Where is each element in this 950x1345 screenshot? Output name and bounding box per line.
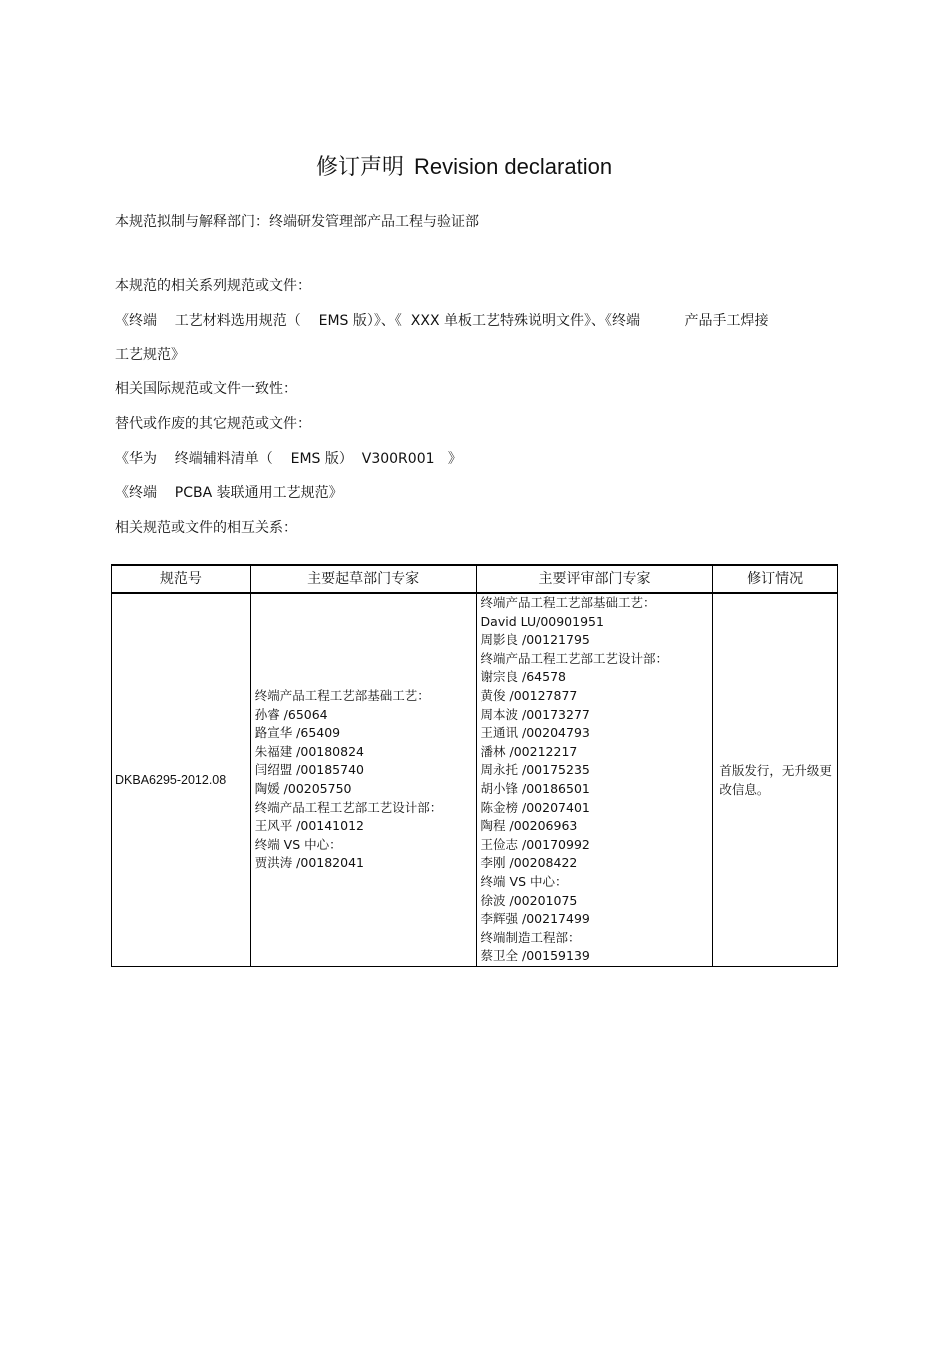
reviewer-entry: 蔡卫全 /00159139	[480, 948, 590, 964]
relationship-heading: 相关规范或文件的相互关系：	[115, 520, 297, 536]
drafter-entry: 孙睿 /65064	[254, 706, 328, 722]
table-row	[112, 593, 838, 966]
replaced-doc-2: 《终端 PCBA 装联通用工艺规范》	[115, 485, 343, 501]
related-series-heading: 本规范的相关系列规范或文件：	[115, 278, 311, 294]
reviewer-entry: 终端产品工程工艺部基础工艺：	[480, 595, 656, 610]
header-status: 修订情况	[713, 565, 838, 593]
replaced-doc-1: 《华为 终端辅料清单（ EMS 版） V300R001 》	[115, 451, 462, 467]
reviewer-entry: 终端制造工程部：	[480, 929, 581, 945]
reviewer-entry: 徐波 /00201075	[480, 892, 578, 908]
reviewer-entry: 王俭志 /00170992	[480, 836, 590, 852]
table-header-row	[112, 565, 838, 593]
reviewer-entry: 李辉强 /00217499	[480, 911, 590, 927]
reviewer-entry: 陈金榜 /00207401	[480, 799, 590, 815]
reviewer-entry: 陶程 /00206963	[480, 818, 578, 834]
title-zh: 修订声明	[315, 155, 404, 180]
reviewers-cell	[476, 593, 713, 966]
reviewer-entry: 李刚 /00208422	[480, 855, 578, 871]
intl-consistency-heading: 相关国际规范或文件一致性：	[115, 381, 297, 397]
drafter-entry: 终端 VS 中心：	[254, 836, 342, 852]
drafter-entry: 王风平 /00141012	[254, 818, 364, 834]
header-drafters: 主要起草部门专家	[250, 565, 476, 593]
reviewer-entry: 终端产品工程工艺部工艺设计部：	[480, 650, 669, 666]
reviewer-entry: 王通讯 /00204793	[480, 725, 590, 741]
header-spec-no: 规范号	[112, 565, 251, 593]
replaced-heading: 替代或作废的其它规范或文件：	[115, 416, 311, 432]
dept-statement: 本规范拟制与解释部门：终端研发管理部产品工程与验证部	[115, 214, 479, 230]
status-cell: 首版发行，无升级更改信息。	[713, 593, 838, 966]
reviewer-entry: 周永托 /00175235	[480, 762, 590, 778]
reviewer-entry: 谢宗良 /64578	[480, 669, 566, 685]
drafter-entry: 终端产品工程工艺部工艺设计部：	[254, 799, 443, 815]
drafter-entry: 朱福建 /00180824	[254, 743, 364, 759]
drafter-entry: 贾洪涛 /00182041	[254, 855, 364, 871]
header-reviewers: 主要评审部门专家	[476, 565, 713, 593]
reviewer-entry: 潘林 /00212217	[480, 743, 578, 759]
reviewer-entry: 终端 VS 中心：	[480, 873, 568, 889]
drafter-entry: 终端产品工程工艺部基础工艺：	[254, 687, 430, 703]
reviewer-entry: 胡小锋 /00186501	[480, 780, 590, 796]
title-en: Revision declaration	[413, 154, 613, 179]
drafter-entry: 陶媛 /00205750	[254, 780, 352, 796]
drafter-entry: 路宣华 /65409	[254, 725, 341, 741]
reviewer-entry: 黄俊 /00127877	[480, 687, 578, 703]
reviewer-entry: David LU/00901951	[480, 613, 604, 629]
drafters-cell	[250, 593, 476, 966]
spec-no-cell: DKBA6295-2012.08	[112, 593, 251, 966]
reviewer-entry: 周影良 /00121795	[480, 632, 590, 648]
page-title	[0, 152, 928, 183]
drafter-entry: 闫绍盟 /00185740	[254, 762, 364, 778]
reviewer-entry: 周本波 /00173277	[480, 706, 590, 722]
related-docs-line-2: 工艺规范》	[115, 347, 185, 363]
revision-table	[111, 564, 838, 967]
related-docs-line-1: 《终端 工艺材料选用规范（ EMS 版）》、《 XXX 单板工艺特殊说明文件》、《终端 产品手工焊接	[115, 313, 769, 329]
